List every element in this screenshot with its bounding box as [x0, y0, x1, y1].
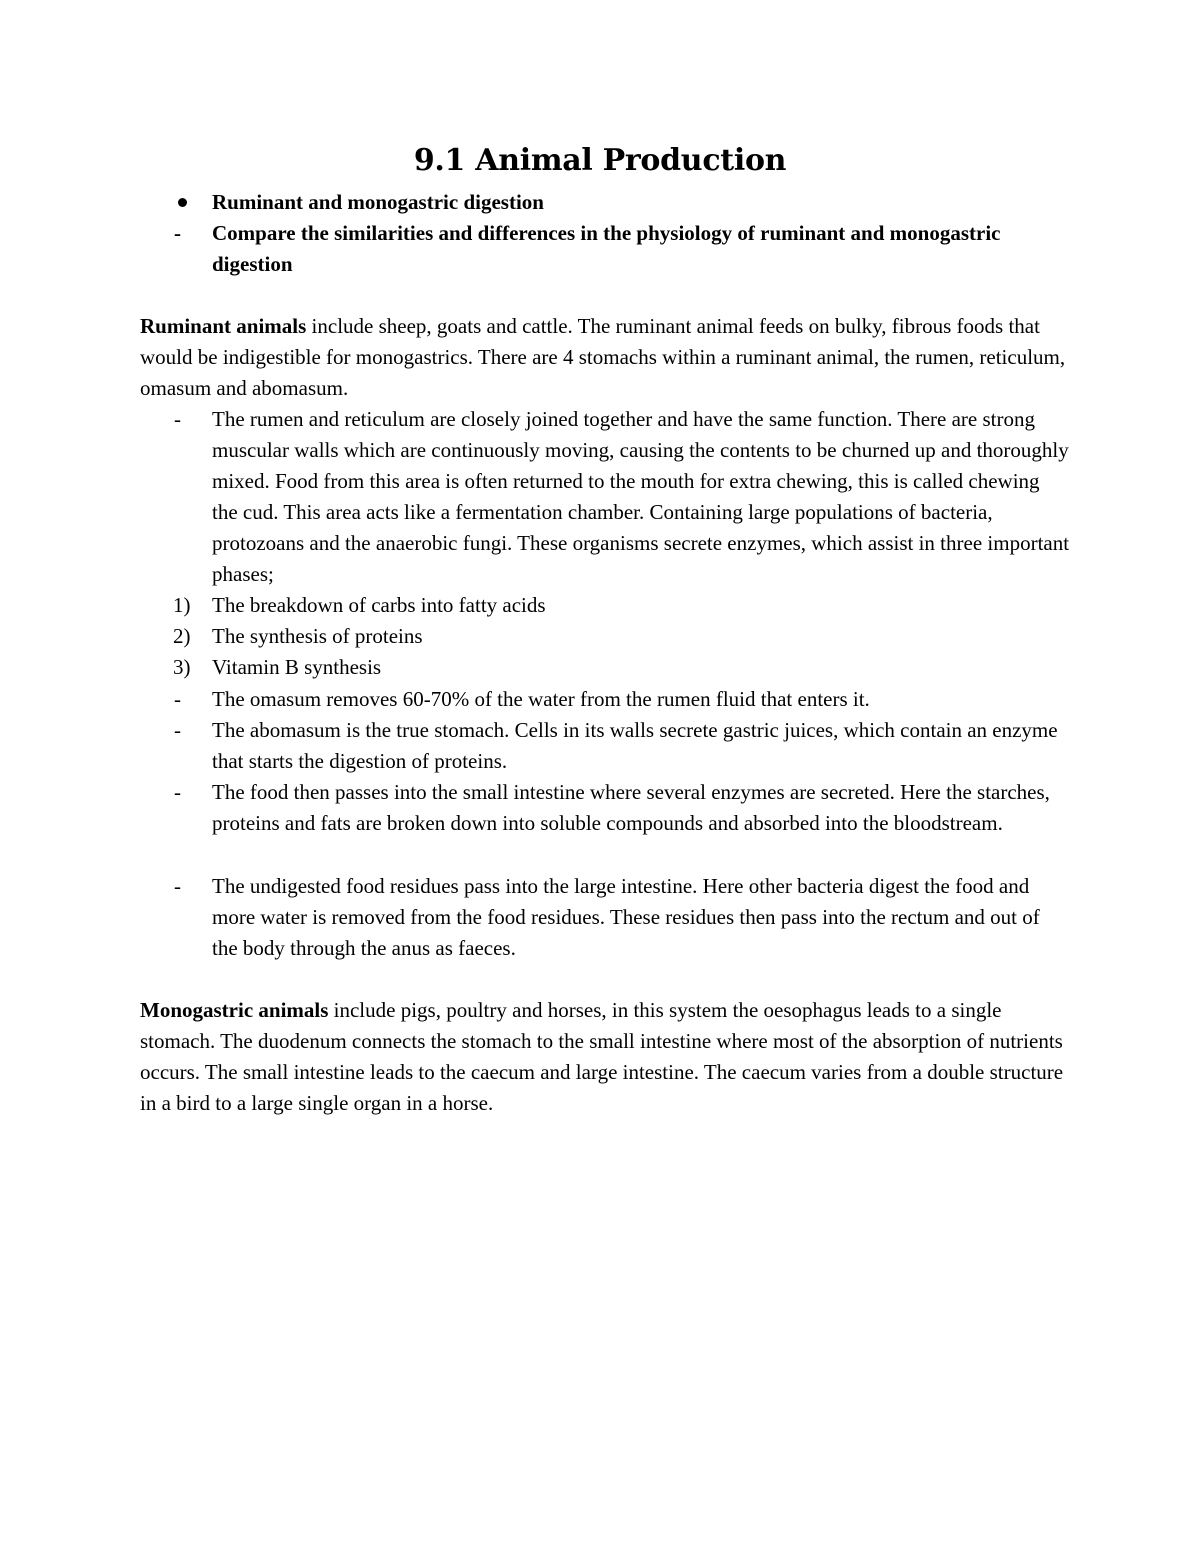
- list-item-text: The rumen and reticulum are closely joined together and have the same function. There are strong muscular walls which are continuously moving, causing the contents to be churned up and thoroughly mixed. Food from this area is often returned to the mouth for extra chewing, this is called chewing the cud. This area acts like a fermentation chamber. Containing large populations of bacteria, protozoans and the anaerobic fungi. These organisms secrete enzymes, which assist in three important phases;: [212, 407, 1070, 586]
- ruminant-intro: [140, 311, 1070, 404]
- list-marker: -: [174, 407, 181, 431]
- ruminant-list-item: [140, 590, 1070, 621]
- monogastric-text: include pigs, poultry and horses, in this system the oesophagus leads to a single stomach. The duodenum connects the stomach to the small intestine where most of the absorption of nutrients occurs. The small intestine leads to the caecum and large intestine. The caecum varies from a double structure in a bird to a large single organ in a horse.: [140, 998, 1064, 1115]
- ruminant-list-item: [140, 684, 1070, 715]
- ruminant-list-item: [140, 652, 1070, 683]
- ruminant-intro-text: include sheep, goats and cattle. The ruminant animal feeds on bulky, fibrous foods that would be indigestible for monogastrics. There are 4 stomachs within a ruminant animal, the rumen, reticulum, omasum and abomasum.: [140, 314, 1066, 400]
- list-item-text: The abomasum is the true stomach. Cells in its walls secrete gastric juices, which contain an enzyme that starts the digestion of proteins.: [212, 718, 1058, 773]
- monogastric-lead: Monogastric animals: [140, 998, 329, 1022]
- list-marker: -: [174, 780, 181, 804]
- ruminant-list-item: [140, 777, 1070, 839]
- monogastric-text-block: [140, 995, 1070, 1119]
- topic-dash-item: [140, 218, 1070, 280]
- page-title: 9.1 Animal Production: [413, 143, 787, 178]
- list-item-text: Vitamin B synthesis: [212, 655, 382, 679]
- list-item-text: The synthesis of proteins: [212, 624, 423, 648]
- ruminant-list-item: [140, 621, 1070, 652]
- ruminant-lead: Ruminant animals: [140, 314, 307, 338]
- list-item-text: The undigested food residues pass into the large intestine. Here other bacteria digest the food and more water is removed from the food residues. These residues then pass into the rectum and out of the body through the anus as faeces.: [212, 874, 1040, 960]
- list-marker: -: [174, 874, 181, 898]
- topic-bullet-text: Ruminant and monogastric digestion: [212, 190, 544, 214]
- list-marker: 3): [173, 655, 191, 679]
- list-marker: -: [174, 687, 181, 711]
- topic-sub-heading: Compare the similarities and differences in the physiology of ruminant and monogastric digestion: [212, 221, 1001, 276]
- list-item-text: The omasum removes 60-70% of the water from the rumen fluid that enters it.: [212, 687, 870, 711]
- ruminant-list-item: [140, 715, 1070, 777]
- list-item-text: The food then passes into the small intestine where several enzymes are secreted. Here the starches, proteins and fats are broken down into soluble compounds and absorbed into the bloodstream.: [212, 780, 1050, 835]
- list-marker: 1): [173, 593, 191, 617]
- list-item-text: The breakdown of carbs into fatty acids: [212, 593, 546, 617]
- ruminant-list-item: [140, 871, 1070, 964]
- monogastric-paragraph: [140, 995, 1070, 1119]
- ruminant-list-item: [140, 404, 1070, 590]
- dash-marker: -: [174, 221, 181, 245]
- list-marker: 2): [173, 624, 191, 648]
- list-marker: -: [174, 718, 181, 742]
- bullet-icon: [178, 198, 187, 207]
- topic-bullet-item: [140, 187, 1070, 218]
- ruminant-intro-paragraph: [140, 311, 1070, 404]
